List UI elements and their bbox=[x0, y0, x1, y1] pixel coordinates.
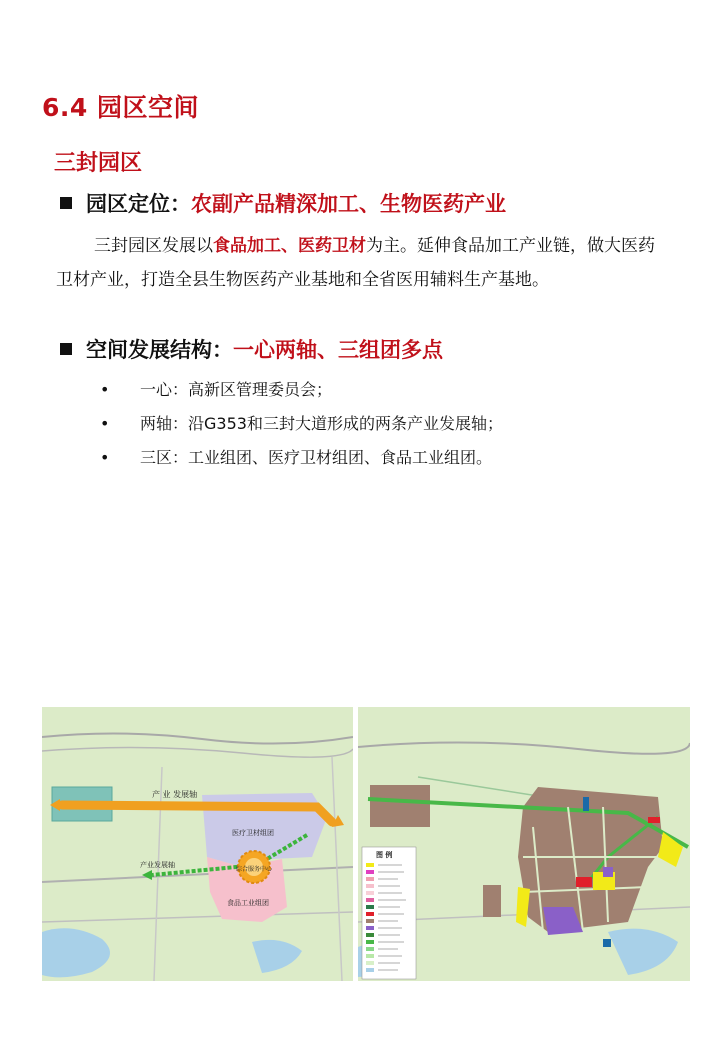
axis-2-label: 产业发展轴 bbox=[140, 861, 175, 869]
description-highlight: 食品加工、医药卫材 bbox=[213, 236, 366, 256]
description-paragraph bbox=[56, 229, 656, 297]
square-bullet-icon bbox=[60, 343, 72, 355]
structure-list bbox=[100, 373, 503, 475]
structure-map bbox=[42, 707, 353, 981]
list-item: • 一心：高新区管理委员会； bbox=[100, 373, 503, 407]
section-title: 6.4 园区空间 bbox=[42, 93, 199, 122]
bullet-dot-icon: • bbox=[100, 380, 110, 399]
commercial-parcel bbox=[576, 877, 592, 887]
positioning-heading bbox=[60, 188, 506, 218]
medical-cluster-label: 医疗卫材组团 bbox=[232, 829, 274, 837]
bullet-dot-icon: • bbox=[100, 414, 110, 433]
structure-highlight: 一心两轴、三组团多点 bbox=[233, 338, 443, 362]
structure-label: 空间发展结构： bbox=[86, 338, 233, 362]
industry-cluster-label: 工业组团 bbox=[64, 801, 92, 809]
positioning-highlight: 农副产品精深加工、生物医药产业 bbox=[191, 192, 506, 216]
legend-title: 图 例 bbox=[376, 851, 393, 859]
industrial-parcel bbox=[483, 885, 501, 917]
square-bullet-icon bbox=[60, 197, 72, 209]
positioning-label: 园区定位： bbox=[86, 192, 191, 216]
food-cluster-label: 食品工业组团 bbox=[227, 899, 269, 907]
public-service-parcel bbox=[603, 867, 613, 877]
park-title: 三封园区 bbox=[54, 151, 143, 176]
list-item: • 三区：工业组团、医疗卫材组团、食品工业组团。 bbox=[100, 441, 503, 475]
list-item: • 两轴：沿G353和三封大道形成的两条产业发展轴； bbox=[100, 407, 503, 441]
bullet-dot-icon: • bbox=[100, 448, 110, 467]
service-center-label: 综合服务中心 bbox=[236, 866, 273, 873]
landuse-map bbox=[358, 707, 690, 981]
description-suffix: 为主。延伸食品加工产业链，做大医药卫材产业，打造全县生物医药产业基地和全省医用辅料生产基地。 bbox=[56, 236, 655, 290]
description-prefix: 三封园区发展以 bbox=[94, 236, 213, 256]
commercial-parcel bbox=[648, 817, 660, 823]
industrial-parcel bbox=[370, 785, 430, 827]
structure-heading bbox=[60, 334, 443, 364]
axis-1-label: 产 业 发展轴 bbox=[152, 790, 198, 799]
